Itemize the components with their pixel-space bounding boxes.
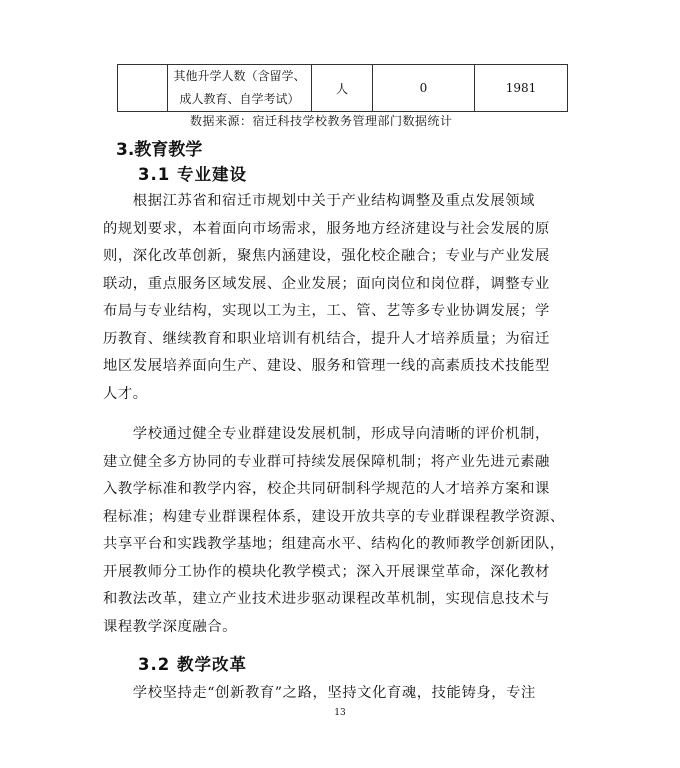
paragraph-line: 的规划要求，本着面向市场需求，服务地方经济建设与社会发展的原 bbox=[103, 220, 550, 237]
table-cell-unit: 人 bbox=[312, 65, 373, 112]
paragraph-specialty-group-mechanism bbox=[103, 421, 578, 641]
table-cell-blank bbox=[118, 65, 168, 112]
section-heading: 3.教育教学 bbox=[116, 140, 203, 160]
paragraph-teaching-reform bbox=[103, 680, 578, 708]
table-row bbox=[118, 65, 568, 112]
paragraph-line: 建立健全多方协同的专业群可持续发展保障机制；将产业先进元素融 bbox=[103, 453, 550, 470]
item-label-line-2: 成人教育、自学考试） bbox=[179, 92, 300, 106]
table-cell-value-prev: 0 bbox=[373, 65, 475, 112]
data-source-note: 数据来源：宿迁科技学校教务管理部门数据统计 bbox=[190, 114, 453, 128]
subsection-heading-3-1: 3.1 专业建设 bbox=[138, 165, 247, 184]
paragraph-line: 则，深化改革创新，聚焦内涵建设，强化校企融合；专业与产业发展 bbox=[103, 248, 550, 264]
paragraph-line: 课程教学深度融合。 bbox=[103, 618, 238, 635]
table-cell-item bbox=[168, 65, 312, 112]
paragraph-line: 人才。 bbox=[103, 385, 148, 402]
paragraph-line: 地区发展培养面向生产、建设、服务和管理一线的高素质技术技能型 bbox=[103, 358, 550, 374]
item-label-line-1: 其他升学人数（含留学、 bbox=[173, 69, 306, 83]
paragraph-line: 共享平台和实践教学基地；组建高水平、结构化的教师教学创新团队， bbox=[103, 536, 565, 552]
paragraph-line: 开展教师分工协作的模块化教学模式；深入开展课堂革命，深化教材 bbox=[103, 563, 550, 580]
paragraph-line: 学校坚持走“创新教育”之路，坚持文化育魂，技能铸身，专注 bbox=[103, 685, 536, 701]
table-cell-value-curr: 1981 bbox=[475, 65, 568, 112]
paragraph-line: 学校通过健全专业群建设发展机制，形成导向清晰的评价机制， bbox=[103, 426, 550, 442]
page-number: 13 bbox=[334, 708, 346, 718]
paragraph-line: 联动，重点服务区域发展、企业发展；面向岗位和岗位群，调整专业 bbox=[103, 275, 550, 292]
paragraph-line: 历教育、继续教育和职业培训有机结合，提升人才培养质量；为宿迁 bbox=[103, 330, 550, 347]
paragraph-line: 布局与专业结构，实现以工为主，工、管、艺等多专业协调发展；学 bbox=[103, 303, 550, 319]
paragraph-line: 根据江苏省和宿迁市规划中关于产业结构调整及重点发展领域 bbox=[103, 193, 536, 209]
paragraph-line: 程标准；构建专业群课程体系，建设开放共享的专业群课程教学资源、 bbox=[103, 508, 565, 525]
paragraph-specialty-construction bbox=[103, 188, 578, 408]
statistics-table bbox=[117, 64, 568, 112]
paragraph-line: 入教学标准和教学内容，校企共同研制科学规范的人才培养方案和课 bbox=[103, 481, 550, 497]
paragraph-line: 和教法改革，建立产业技术进步驱动课程改革机制，实现信息技术与 bbox=[103, 591, 550, 607]
subsection-heading-3-2: 3.2 教学改革 bbox=[138, 655, 247, 674]
